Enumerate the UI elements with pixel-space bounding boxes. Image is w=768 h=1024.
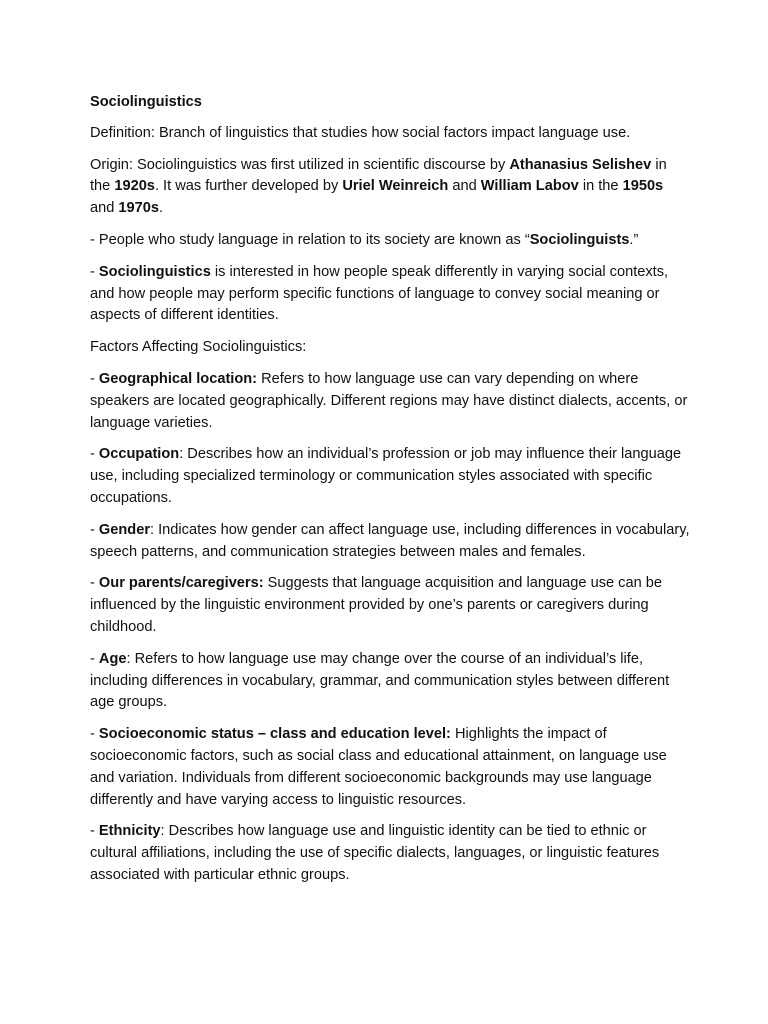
factor-item: - Occupation: Describes how an individual’s profession or job may influence their language use, including specialized terminology or communication styles associated with specific occupations. [90,446,682,506]
factors-heading: Factors Affecting Sociolinguistics: [90,339,307,356]
interest-paragraph: - Sociolinguistics is interested in how people speak differently in varying social contexts, and how people may perform specific functions of language to convey social meaning or aspects of different identities. [90,263,669,324]
factor-item: - Ethnicity: Describes how language use and linguistic identity can be tied to ethnic or cultural affiliations, including the use of specific dialects, languages, or linguistic features associated with particular ethnic groups. [90,823,660,883]
factor-item: - Gender: Indicates how gender can affect language use, including differences in vocabulary, speech patterns, and communication strategies between males and females. [90,521,690,560]
origin-paragraph: Origin: Sociolinguistics was first utilized in scientific discourse by Athanasius Selishev in the 1920s. It was further developed by Uriel Weinreich and William Labov in the 1950s and 1970s. [90,156,667,217]
known-as-paragraph: - People who study language in relation to its society are known as “Sociolinguists.” [90,231,639,248]
factor-item: - Age: Refers to how language use may change over the course of an individual’s life, including differences in vocabulary, grammar, and communication styles between different age groups. [90,650,670,711]
factor-item: - Socioeconomic status – class and education level: Highlights the impact of socioeconomic factors, such as social class and educational attainment, on language use and variation. Individuals from different socioeconomic backgrounds may use language differently and have varying access to linguistic resources. [90,726,667,808]
factor-item: - Our parents/caregivers: Suggests that language acquisition and language use can be influenced by the linguistic environment provided by one’s parents or caregivers during childhood. [90,575,662,635]
document-page [90,92,690,897]
definition-paragraph: Definition: Branch of linguistics that studies how social factors impact language use. [90,124,631,141]
factor-item: - Geographical location: Refers to how language use can vary depending on where speakers are located geographically. Different regions may have distinct dialects, accents, or language varieties. [90,370,688,431]
document-title: Sociolinguistics [90,94,202,110]
